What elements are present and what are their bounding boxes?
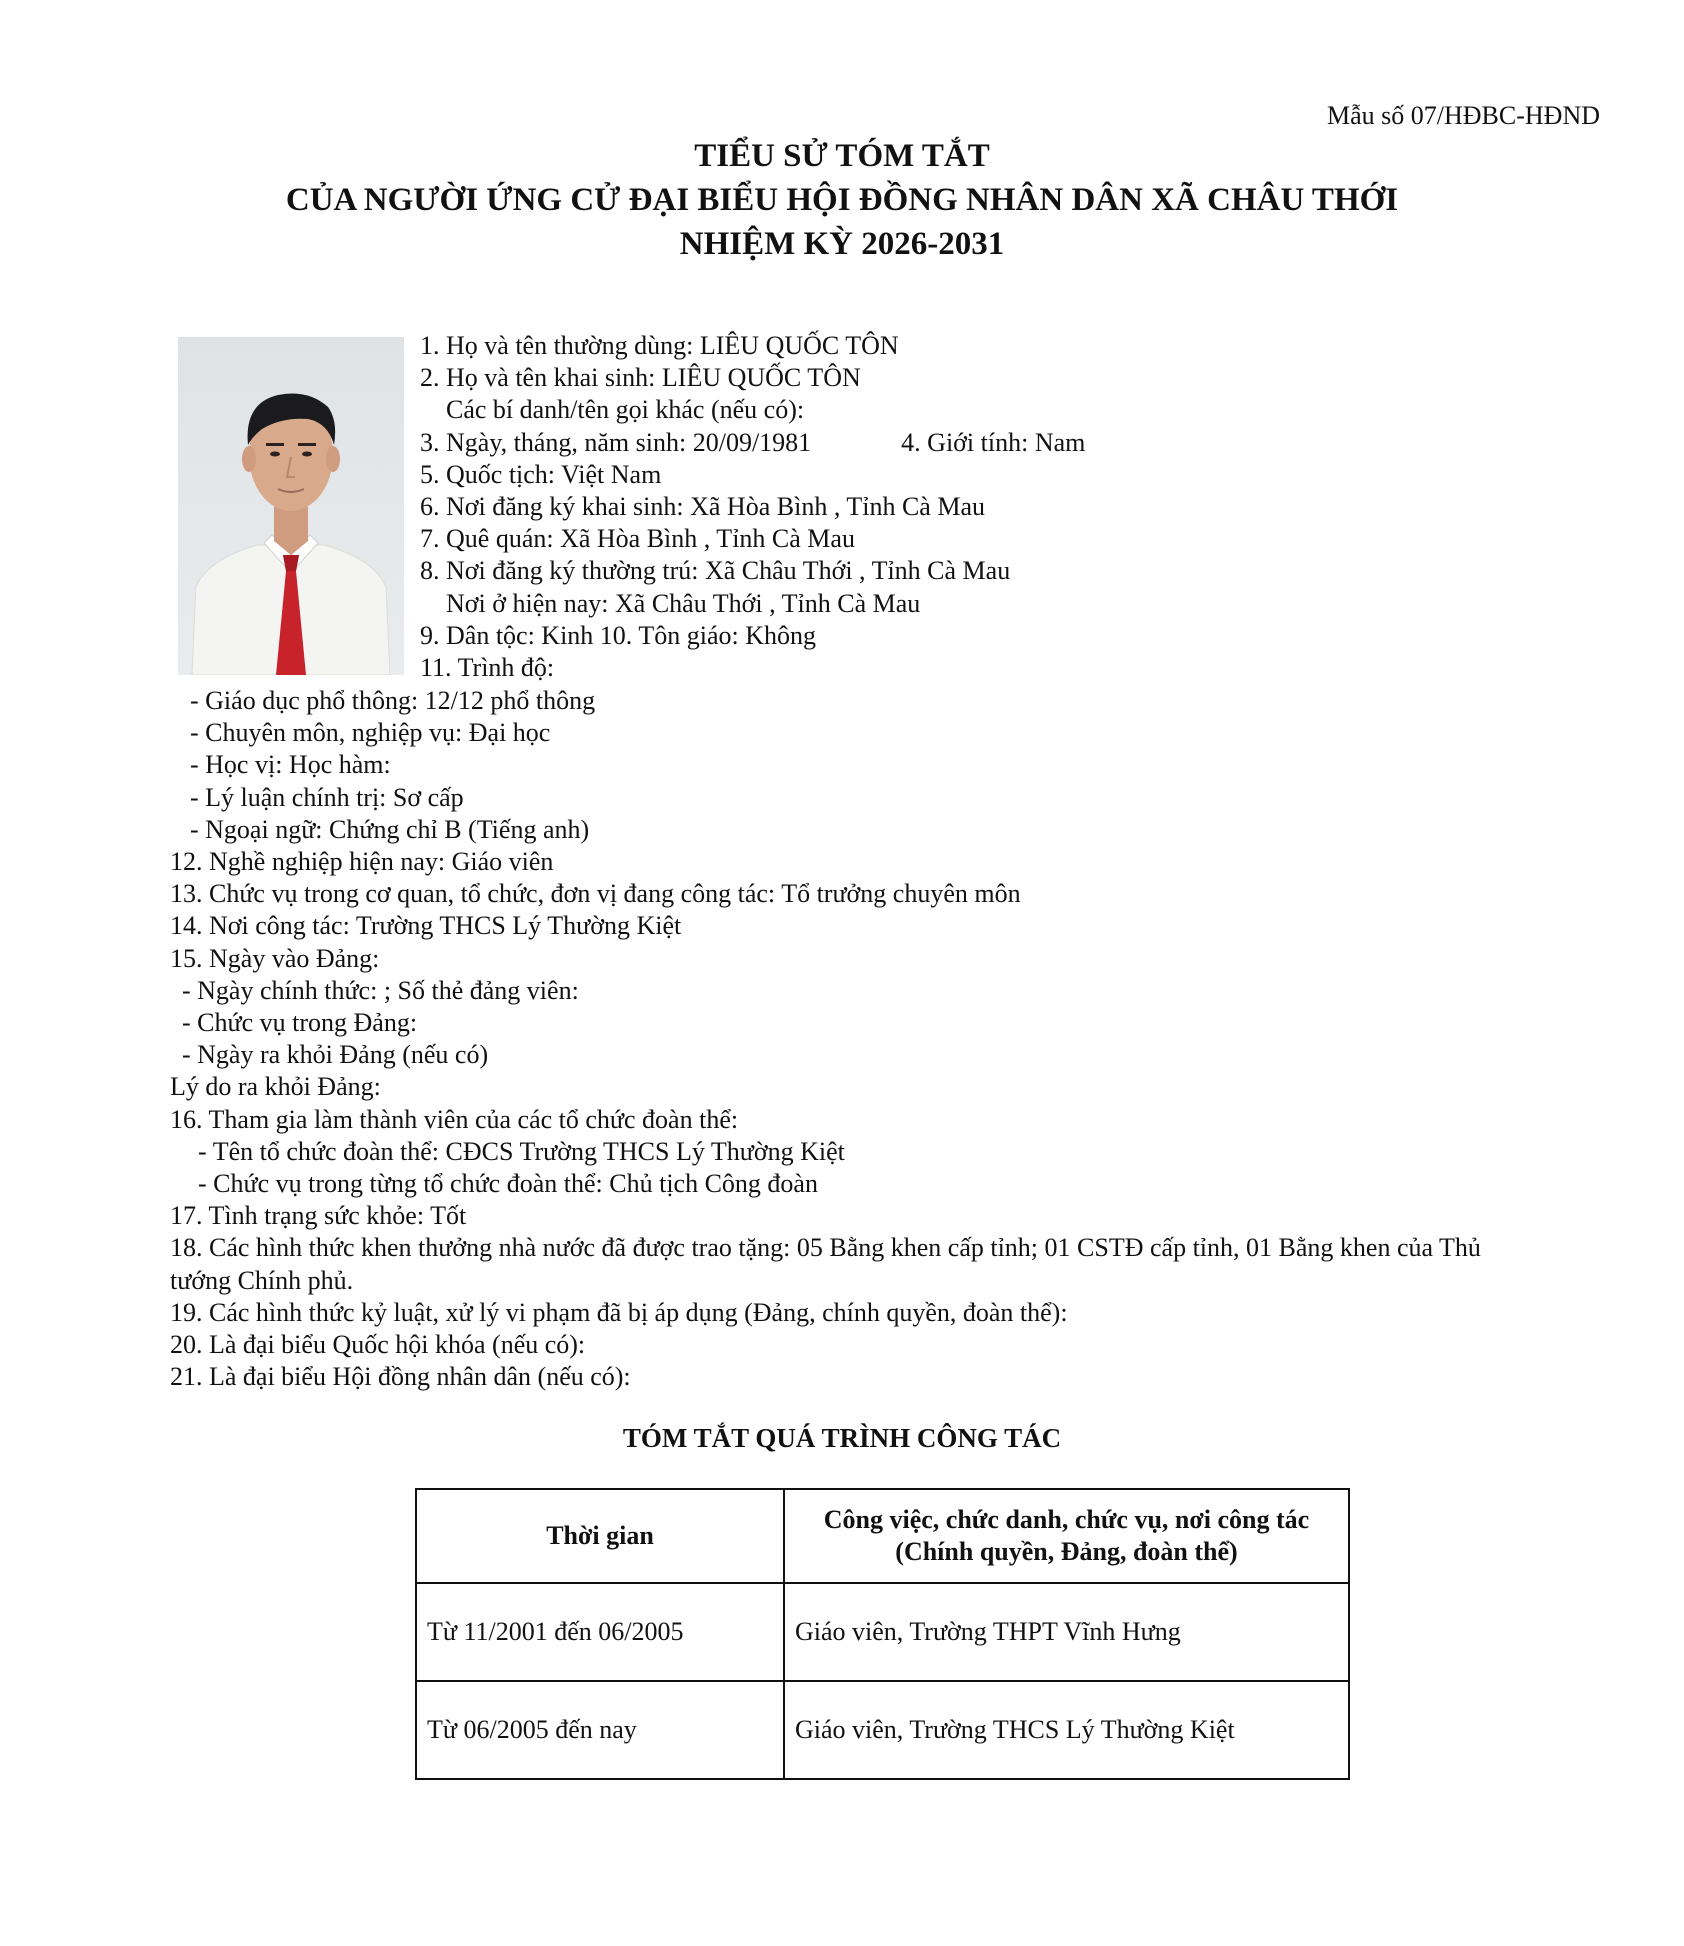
row-time: Từ 11/2001 đến 06/2005	[416, 1583, 784, 1681]
document-title	[0, 134, 1684, 266]
portrait-photo	[178, 337, 404, 675]
party-leave-reason: Lý do ra khỏi Đảng:	[170, 1072, 381, 1102]
party-join-date: 15. Ngày vào Đảng:	[170, 943, 380, 973]
header-job-line2: (Chính quyền, Đảng, đoàn thể)	[895, 1537, 1238, 1566]
nationality: 5. Quốc tịch: Việt Nam	[420, 459, 662, 489]
current-residence: Nơi ở hiện nay: Xã Châu Thới , Tỉnh Cà Mau	[446, 588, 921, 618]
title-line-3: NHIỆM KỲ 2026-2031	[679, 226, 1005, 262]
party-official-date: - Ngày chính thức: ; Số thẻ đảng viên:	[182, 975, 579, 1005]
title-line-1: TIỂU SỬ TÓM TẮT	[694, 138, 990, 174]
political-theory: - Lý luận chính trị: Sơ cấp	[190, 782, 464, 812]
health-status: 17. Tình trạng sức khỏe: Tốt	[170, 1201, 467, 1231]
bio-upper	[420, 330, 1085, 684]
awards: 18. Các hình thức khen thưởng nhà nước đã được trao tặng: 05 Bằng khen cấp tỉnh; 01 CSTĐ cấp tỉnh, 01 Bằng khen của Thủ	[170, 1233, 1481, 1263]
position: 13. Chức vụ trong cơ quan, tổ chức, đơn vị đang công tác: Tổ trưởng chuyên môn	[170, 879, 1021, 909]
career-table	[415, 1488, 1350, 1780]
header-time: Thời gian	[416, 1489, 784, 1583]
birth-name: 2. Họ và tên khai sinh: LIÊU QUỐC TÔN	[420, 363, 861, 393]
foreign-language: - Ngoại ngữ: Chứng chỉ B (Tiếng anh)	[190, 814, 590, 844]
aliases: Các bí danh/tên gọi khác (nếu có):	[446, 395, 805, 425]
full-name: 1. Họ và tên thường dùng: LIÊU QUỐC TÔN	[420, 331, 899, 360]
bio-lower	[170, 685, 1481, 1393]
permanent-residence: 8. Nơi đăng ký thường trú: Xã Châu Thới , Tỉnh Cà Mau	[420, 556, 1011, 586]
organizations-heading: 16. Tham gia làm thành viên của các tổ chức đoàn thể:	[170, 1104, 739, 1134]
header-job-line1: Công việc, chức danh, chức vụ, nơi công tác	[823, 1505, 1310, 1534]
party-position: - Chức vụ trong Đảng:	[182, 1008, 418, 1038]
academic-title: - Học vị: Học hàm:	[190, 750, 391, 780]
awards-continued: tướng Chính phủ.	[170, 1265, 354, 1295]
general-education: - Giáo dục phổ thông: 12/12 phổ thông	[190, 686, 596, 715]
table-row	[416, 1681, 1349, 1779]
organization-name: - Tên tổ chức đoàn thể: CĐCS Trường THCS Lý Thường Kiệt	[198, 1136, 845, 1166]
career-section-title: TÓM TẮT QUÁ TRÌNH CÔNG TÁC	[622, 1423, 1062, 1453]
portrait-icon	[178, 337, 404, 675]
title-line-2: CỦA NGƯỜI ỨNG CỬ ĐẠI BIỂU HỘI ĐỒNG NHÂN DÂN XÃ CHÂU THỚI	[285, 182, 1399, 218]
education-heading: 11. Trình độ:	[420, 653, 555, 683]
workplace: 14. Nơi công tác: Trường THCS Lý Thường Kiệt	[170, 911, 682, 941]
birth-date: 3. Ngày, tháng, năm sinh: 20/09/1981	[420, 427, 812, 457]
occupation: 12. Nghề nghiệp hiện nay: Giáo viên	[170, 847, 554, 877]
header-job	[784, 1489, 1349, 1583]
birth-registration: 6. Nơi đăng ký khai sinh: Xã Hòa Bình , Tỉnh Cà Mau	[420, 492, 985, 522]
professional-degree: - Chuyên môn, nghiệp vụ: Đại học	[190, 718, 551, 748]
national-assembly-delegate: 20. Là đại biểu Quốc hội khóa (nếu có):	[170, 1330, 586, 1360]
disciplinary-actions: 19. Các hình thức kỷ luật, xử lý vi phạm đã bị áp dụng (Đảng, chính quyền, đoàn thể):	[170, 1297, 1068, 1327]
peoples-council-delegate: 21. Là đại biểu Hội đồng nhân dân (nếu có):	[170, 1362, 631, 1392]
row-job: Giáo viên, Trường THPT Vĩnh Hưng	[784, 1583, 1349, 1681]
organization-position: - Chức vụ trong từng tổ chức đoàn thể: Chủ tịch Công đoàn	[198, 1169, 818, 1199]
hometown: 7. Quê quán: Xã Hòa Bình , Tỉnh Cà Mau	[420, 524, 855, 554]
birth-gender-row	[420, 427, 1085, 459]
ethnicity-religion: 9. Dân tộc: Kinh 10. Tôn giáo: Không	[420, 620, 816, 650]
row-time: Từ 06/2005 đến nay	[416, 1681, 784, 1779]
gender: 4. Giới tính: Nam	[901, 427, 1086, 457]
row-job: Giáo viên, Trường THCS Lý Thường Kiệt	[784, 1681, 1349, 1779]
career-table-header	[416, 1489, 1349, 1583]
party-leave-date: - Ngày ra khỏi Đảng (nếu có)	[182, 1040, 489, 1070]
table-row	[416, 1583, 1349, 1681]
form-number: Mẫu số 07/HĐBC-HĐND	[1327, 101, 1600, 130]
